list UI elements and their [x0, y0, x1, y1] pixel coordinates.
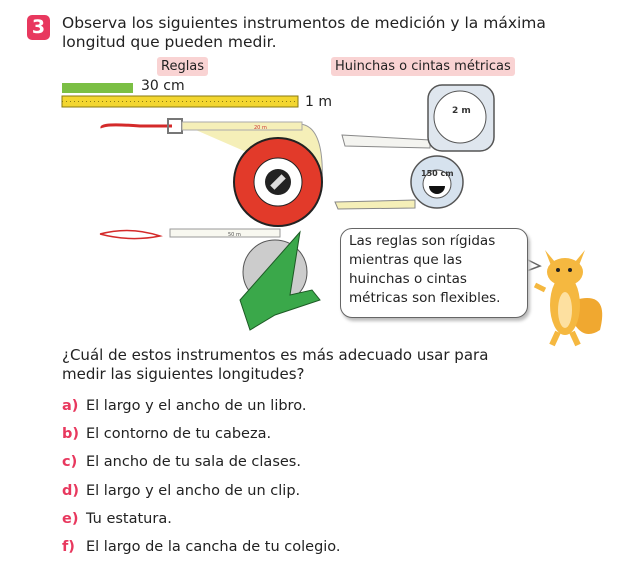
item-text: El largo de la cancha de tu colegio. [86, 539, 341, 555]
list-item [62, 539, 341, 555]
case-tape-measure [342, 85, 494, 151]
ruler-short-length: 30 cm [141, 78, 185, 94]
item-letter: a) [62, 398, 79, 414]
ruler-30cm [62, 83, 133, 93]
list-item [62, 426, 271, 442]
item-letter: d) [62, 483, 80, 499]
item-text: El contorno de tu cabeza. [86, 426, 272, 442]
list-item [62, 398, 306, 414]
list-item [62, 454, 301, 470]
tape-label: 20 m [254, 125, 267, 131]
tape-label: 50 m [228, 232, 241, 238]
item-letter: e) [62, 511, 79, 527]
exercise-number-badge: 3 [27, 15, 50, 40]
item-letter: c) [62, 454, 78, 470]
tape-label: 150 cm [421, 169, 454, 178]
ruler-long-length: 1 m [305, 94, 332, 110]
tape-label: 2 m [452, 106, 471, 116]
item-letter: b) [62, 426, 80, 442]
item-text: El ancho de tu sala de clases. [86, 454, 301, 470]
green-tape-measure [100, 229, 320, 330]
item-text: Tu estatura. [86, 511, 172, 527]
item-text: El largo y el ancho de un libro. [86, 398, 307, 414]
item-letter: f) [62, 539, 75, 555]
fox-character [535, 250, 602, 345]
list-item [62, 483, 300, 499]
round-tape-measure [335, 156, 463, 209]
list-item [62, 511, 172, 527]
speech-bubble: Las reglas son rígidas mientras que las huinchas o cintas métricas son flexibles. [340, 228, 528, 318]
exercise-title: Observa los siguientes instrumentos de medición y la máxima longitud que pueden medir. [62, 14, 546, 51]
question-text: ¿Cuál de estos instrumentos es más adecuado usar para medir las siguientes longitudes? [62, 346, 489, 383]
item-text: El largo y el ancho de un clip. [86, 483, 301, 499]
red-tape-measure [102, 119, 322, 226]
tapes-label: Huinchas o cintas métricas [331, 57, 515, 76]
rulers-label: Reglas [157, 57, 208, 76]
